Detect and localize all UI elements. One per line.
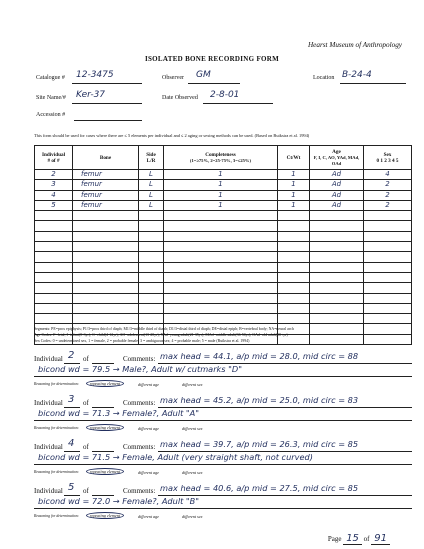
cell-ctwt-value: 1 — [291, 180, 296, 189]
cell-sex[interactable] — [364, 231, 412, 241]
cell-sex[interactable] — [364, 211, 412, 221]
cell-age[interactable] — [310, 314, 364, 324]
age-codes: Age Codes: F=fetal; I=infant(0-3yr); C=child(4-12yr); AO=adolescent(13-20yr); YAd=young adult(21-35yr); MAd=middle adult(36-50yr); OAd=old adult(50+yr) — [34, 333, 288, 337]
table-row — [35, 190, 412, 200]
cell-ctwt[interactable] — [278, 293, 310, 303]
reasoning-option-circle: repeating element — [86, 380, 124, 387]
cell-sex[interactable] — [364, 242, 412, 252]
cell-bone[interactable] — [73, 170, 139, 180]
individual-of: of — [83, 399, 89, 407]
page-counter — [328, 533, 390, 544]
col-side — [139, 146, 164, 170]
cell-ctwt[interactable] — [278, 314, 310, 324]
catalogue-underline — [72, 83, 142, 84]
cell-bone[interactable] — [73, 252, 139, 262]
reasoning-option-repeating[interactable] — [86, 381, 124, 386]
form-title: ISOLATED BONE RECORDING FORM — [144, 55, 280, 63]
reasoning-option-age[interactable]: different age — [138, 470, 160, 475]
individual-of: of — [83, 487, 89, 495]
col-age — [310, 146, 364, 170]
table-row — [35, 293, 412, 303]
col-bone-title: Bone — [99, 154, 112, 161]
cell-age[interactable] — [310, 170, 364, 180]
cell-bone-value: femur — [81, 180, 102, 189]
cell-side[interactable] — [139, 293, 164, 303]
col-side-title: Side — [146, 151, 156, 158]
cell-individual[interactable] — [35, 314, 73, 324]
cell-completeness[interactable] — [164, 170, 278, 180]
comment-text-2[interactable]: bicond wd = 79.5 → Male?, Adult w/ cutmarks "D" — [38, 364, 243, 374]
col-individual — [35, 146, 73, 170]
cell-individual[interactable] — [35, 180, 73, 190]
cell-age[interactable] — [310, 293, 364, 303]
cell-individual[interactable] — [35, 303, 73, 313]
cell-ctwt-value: 1 — [291, 190, 296, 199]
individual-number[interactable]: 4 — [68, 438, 75, 449]
cell-completeness[interactable] — [164, 231, 278, 241]
cell-sex[interactable] — [364, 190, 412, 200]
individual-of: of — [83, 355, 89, 363]
reasoning-option-age[interactable]: different age — [138, 514, 160, 519]
cell-ctwt[interactable] — [278, 272, 310, 282]
cell-individual[interactable] — [35, 200, 73, 210]
cell-side[interactable] — [139, 314, 164, 324]
cell-completeness[interactable] — [164, 221, 278, 231]
cell-bone[interactable] — [73, 303, 139, 313]
date-underline — [203, 103, 273, 104]
cell-completeness[interactable] — [164, 200, 278, 210]
cell-ctwt-value: 1 — [291, 170, 296, 179]
page-label: Page — [327, 535, 342, 543]
cell-individual-value: 5 — [51, 201, 56, 210]
col-age-sub: F, I, C, AO, YAd, MAd, OAd — [313, 154, 360, 166]
reasoning-option-sex[interactable]: different sex — [182, 426, 203, 431]
cell-completeness[interactable] — [164, 272, 278, 282]
col-completeness-sub: (1=≥75%, 2=25-75%, 3=≤25%) — [189, 157, 252, 163]
cell-bone-value: femur — [81, 201, 102, 210]
observer-underline — [188, 83, 240, 84]
individual-label: Individual — [34, 355, 63, 363]
table-row — [35, 272, 412, 282]
comment-text-1[interactable]: max head = 40.6, a/p mid = 27.5, mid circ = 85 — [160, 483, 359, 493]
cell-age[interactable] — [310, 231, 364, 241]
table-row — [35, 303, 412, 313]
comment-text-2[interactable]: bicond wd = 72.0 → Female?, Adult "B" — [38, 496, 200, 506]
cell-sex-value: 2 — [385, 190, 390, 199]
cell-bone-value: femur — [81, 170, 102, 179]
cell-completeness[interactable] — [164, 262, 278, 272]
col-individual-title: Individual — [41, 151, 66, 158]
table-row — [35, 262, 412, 272]
col-sex-sub: 0 1 2 3 4 5 — [376, 157, 399, 164]
reasoning-option-circle: repeating element — [86, 512, 124, 519]
reasoning-option-sex[interactable]: different sex — [182, 514, 203, 519]
individual-number[interactable]: 2 — [68, 350, 75, 361]
cell-sex[interactable] — [364, 200, 412, 210]
cell-sex[interactable] — [364, 262, 412, 272]
comments-label: Comments: — [123, 355, 156, 363]
cell-completeness[interactable] — [164, 293, 278, 303]
cell-bone[interactable] — [73, 293, 139, 303]
observer-label: Observer — [162, 75, 184, 81]
cell-ctwt[interactable] — [278, 283, 310, 293]
cell-sex[interactable] — [364, 272, 412, 282]
cell-age[interactable] — [310, 221, 364, 231]
comments-line-2 — [34, 508, 412, 509]
table-row — [35, 221, 412, 231]
individual-label: Individual — [34, 443, 63, 451]
comment-text-2[interactable]: bicond wd = 71.5 → Female, Adult (very straight shaft, not curved) — [38, 452, 313, 462]
cell-individual[interactable] — [35, 262, 73, 272]
cell-side[interactable] — [139, 272, 164, 282]
cell-completeness-value: 1 — [218, 190, 223, 199]
cell-completeness[interactable] — [164, 180, 278, 190]
cell-sex[interactable] — [364, 293, 412, 303]
col-side-sub: L/R — [146, 157, 156, 164]
reasoning-option-sex[interactable]: different sex — [182, 470, 203, 475]
table-row — [35, 231, 412, 241]
cell-sex[interactable] — [364, 221, 412, 231]
cell-side[interactable] — [139, 211, 164, 221]
cell-age-value: Ad — [331, 190, 342, 199]
cell-side[interactable] — [139, 283, 164, 293]
individual-of: of — [83, 443, 89, 451]
individual-block — [34, 437, 414, 481]
cell-completeness[interactable] — [164, 314, 278, 324]
reasoning-option-circle: repeating element — [86, 424, 124, 431]
table-row — [35, 200, 412, 210]
site-underline — [72, 103, 142, 104]
cell-age[interactable] — [310, 283, 364, 293]
cell-completeness-value: 1 — [218, 180, 223, 189]
cell-side-value: L — [149, 180, 153, 189]
date-label: Date Observed — [162, 95, 198, 101]
cell-age[interactable] — [310, 272, 364, 282]
table-row — [35, 242, 412, 252]
table-row — [35, 170, 412, 180]
cell-completeness[interactable] — [164, 190, 278, 200]
individual-label: Individual — [34, 399, 63, 407]
cell-sex-value: 4 — [385, 170, 390, 179]
reasoning-option-repeating[interactable] — [86, 425, 124, 430]
col-completeness — [164, 146, 278, 170]
cell-age[interactable] — [310, 211, 364, 221]
table-body — [35, 170, 412, 345]
museum-name: Hearst Museum of Anthropology — [307, 41, 402, 49]
cell-ctwt[interactable] — [278, 262, 310, 272]
col-ctwt-title: Ct/Wt — [286, 154, 301, 161]
cell-bone-value: femur — [81, 190, 102, 199]
reasoning-option-repeating[interactable] — [86, 513, 124, 518]
comments-label: Comments: — [123, 487, 156, 495]
cell-individual[interactable] — [35, 190, 73, 200]
individual-block — [34, 481, 414, 525]
cell-sex-value: 2 — [385, 201, 390, 210]
cell-individual[interactable] — [35, 272, 73, 282]
table-row — [35, 314, 412, 324]
cell-sex[interactable] — [364, 252, 412, 262]
cell-ctwt[interactable] — [278, 231, 310, 241]
cell-individual[interactable] — [35, 231, 73, 241]
individual-number[interactable]: 5 — [68, 482, 75, 493]
individual-number[interactable]: 3 — [68, 394, 75, 405]
individual-block — [34, 393, 414, 437]
reasoning-option-age[interactable]: different age — [138, 382, 160, 387]
catalogue-label: Catalogue # — [36, 75, 65, 81]
cell-individual-value: 4 — [51, 190, 56, 199]
cell-ctwt-value: 1 — [291, 201, 296, 210]
col-ctwt — [278, 146, 310, 170]
cell-ctwt[interactable] — [278, 303, 310, 313]
cell-individual[interactable] — [35, 221, 73, 231]
reasoning-label: Reasoning for determination: — [34, 426, 79, 430]
cell-side[interactable] — [139, 190, 164, 200]
site-label: Site Name/# — [36, 95, 66, 101]
cell-age[interactable] — [310, 180, 364, 190]
cell-bone[interactable] — [73, 283, 139, 293]
cell-age-value: Ad — [331, 201, 342, 210]
table-row — [35, 252, 412, 262]
cell-age[interactable] — [310, 262, 364, 272]
segment-codes: Segments: PE=prox epiphysis; P1/3=prox third of diaph; M1/3=middle third of diaph; D1/3=distal third of diaph; DE=distal epiph; B=vertebral body; NA=neural arch — [34, 327, 294, 331]
usage-note: This form should be used for cases where there are ≤ 5 elements per individual and ≤ 2 aging or sexing methods can be used. (Based on Buikstra et al. 1994) — [34, 133, 310, 138]
cell-ctwt[interactable] — [278, 221, 310, 231]
cell-completeness[interactable] — [164, 252, 278, 262]
cell-bone[interactable] — [73, 262, 139, 272]
comment-text-1[interactable]: max head = 45.2, a/p mid = 25.0, mid circ = 83 — [160, 395, 359, 405]
reasoning-option-circle: repeating element — [86, 468, 124, 475]
col-sex — [364, 146, 412, 170]
comments-line-2 — [34, 420, 412, 421]
cell-completeness-value: 1 — [218, 170, 223, 179]
cell-bone[interactable] — [73, 231, 139, 241]
cell-individual[interactable] — [35, 170, 73, 180]
cell-individual[interactable] — [35, 252, 73, 262]
cell-age[interactable] — [310, 190, 364, 200]
site-value[interactable]: Ker-37 — [76, 90, 106, 100]
cell-side[interactable] — [139, 262, 164, 272]
cell-bone[interactable] — [73, 190, 139, 200]
comments-label: Comments: — [123, 399, 156, 407]
cell-side[interactable] — [139, 200, 164, 210]
cell-bone[interactable] — [73, 180, 139, 190]
cell-age[interactable] — [310, 242, 364, 252]
cell-side-value: L — [149, 190, 153, 199]
col-completeness-title: Completeness — [205, 151, 236, 158]
cell-side[interactable] — [139, 252, 164, 262]
date-value[interactable]: 2-8-01 — [210, 90, 240, 100]
cell-age-value: Ad — [331, 180, 342, 189]
cell-bone[interactable] — [73, 211, 139, 221]
col-age-title: Age — [332, 148, 341, 155]
comment-text-2[interactable]: bicond wd = 71.3 → Female?, Adult "A" — [38, 408, 200, 418]
cell-individual-value: 3 — [51, 180, 56, 189]
cell-sex[interactable] — [364, 283, 412, 293]
cell-completeness-value: 1 — [218, 201, 223, 210]
accession-underline — [74, 120, 142, 121]
cell-completeness[interactable] — [164, 283, 278, 293]
location-value[interactable]: B-24-4 — [342, 70, 372, 80]
sex-codes: Sex Codes: 0 = undetermined sex, 1 = female, 2 = probable female; 3 = ambiguous sex; 4 = probable male; 5 = male (Buikstra et al. 1994) — [34, 339, 250, 343]
location-underline — [340, 83, 406, 84]
comments-line-2 — [34, 464, 412, 465]
cell-bone[interactable] — [73, 272, 139, 282]
cell-individual-value: 2 — [51, 170, 56, 179]
comments-label: Comments: — [123, 443, 156, 451]
cell-ctwt[interactable] — [278, 180, 310, 190]
cell-bone[interactable] — [73, 221, 139, 231]
cell-side[interactable] — [139, 231, 164, 241]
cell-side[interactable] — [139, 221, 164, 231]
cell-side-value: L — [149, 201, 153, 210]
cell-age[interactable] — [310, 200, 364, 210]
cell-ctwt[interactable] — [278, 170, 310, 180]
reasoning-label: Reasoning for determination: — [34, 514, 79, 518]
reasoning-option-sex[interactable]: different sex — [182, 382, 203, 387]
reasoning-label: Reasoning for determination: — [34, 382, 79, 386]
cell-bone[interactable] — [73, 200, 139, 210]
cell-ctwt[interactable] — [278, 242, 310, 252]
reasoning-label: Reasoning for determination: — [34, 470, 79, 474]
cell-completeness[interactable] — [164, 211, 278, 221]
table-row — [35, 180, 412, 190]
cell-sex-value: 2 — [385, 180, 390, 189]
cell-side[interactable] — [139, 180, 164, 190]
cell-sex[interactable] — [364, 303, 412, 313]
cell-ctwt[interactable] — [278, 190, 310, 200]
cell-side-value: L — [149, 170, 153, 179]
individual-label: Individual — [34, 487, 63, 495]
cell-completeness[interactable] — [164, 303, 278, 313]
cell-ctwt[interactable] — [278, 211, 310, 221]
comment-text-1[interactable]: max head = 39.7, a/p mid = 26.3, mid circ = 85 — [160, 439, 359, 449]
cell-sex[interactable] — [364, 180, 412, 190]
accession-label: Accession # — [36, 112, 66, 118]
cell-individual[interactable] — [35, 242, 73, 252]
cell-ctwt[interactable] — [278, 200, 310, 210]
cell-sex[interactable] — [364, 170, 412, 180]
cell-ctwt[interactable] — [278, 252, 310, 262]
catalogue-value[interactable]: 12-3475 — [76, 70, 114, 80]
cell-age[interactable] — [310, 303, 364, 313]
cell-bone[interactable] — [73, 242, 139, 252]
bone-table — [34, 145, 412, 345]
table-header-row — [35, 146, 412, 170]
observer-value[interactable]: GM — [196, 70, 211, 80]
page-value[interactable]: 15 — [343, 533, 362, 545]
cell-individual[interactable] — [35, 293, 73, 303]
cell-side[interactable] — [139, 242, 164, 252]
cell-individual[interactable] — [35, 283, 73, 293]
reasoning-option-repeating[interactable] — [86, 469, 124, 474]
cell-bone[interactable] — [73, 314, 139, 324]
page-of-label: of — [363, 535, 370, 543]
comments-line-2 — [34, 376, 412, 377]
reasoning-option-age[interactable]: different age — [138, 426, 160, 431]
location-label: Location — [313, 75, 335, 81]
cell-completeness[interactable] — [164, 242, 278, 252]
page-total[interactable]: 91 — [371, 533, 390, 545]
col-sex-title: Sex — [383, 151, 392, 158]
cell-sex[interactable] — [364, 314, 412, 324]
table-row — [35, 283, 412, 293]
cell-age-value: Ad — [331, 170, 342, 179]
cell-side[interactable] — [139, 170, 164, 180]
comment-text-1[interactable]: max head = 44.1, a/p mid = 28.0, mid circ = 88 — [160, 351, 359, 361]
individual-block — [34, 349, 414, 393]
col-individual-sub: # of # — [47, 157, 60, 164]
cell-side[interactable] — [139, 303, 164, 313]
cell-individual[interactable] — [35, 211, 73, 221]
cell-age[interactable] — [310, 252, 364, 262]
table-row — [35, 211, 412, 221]
col-bone — [73, 146, 139, 170]
